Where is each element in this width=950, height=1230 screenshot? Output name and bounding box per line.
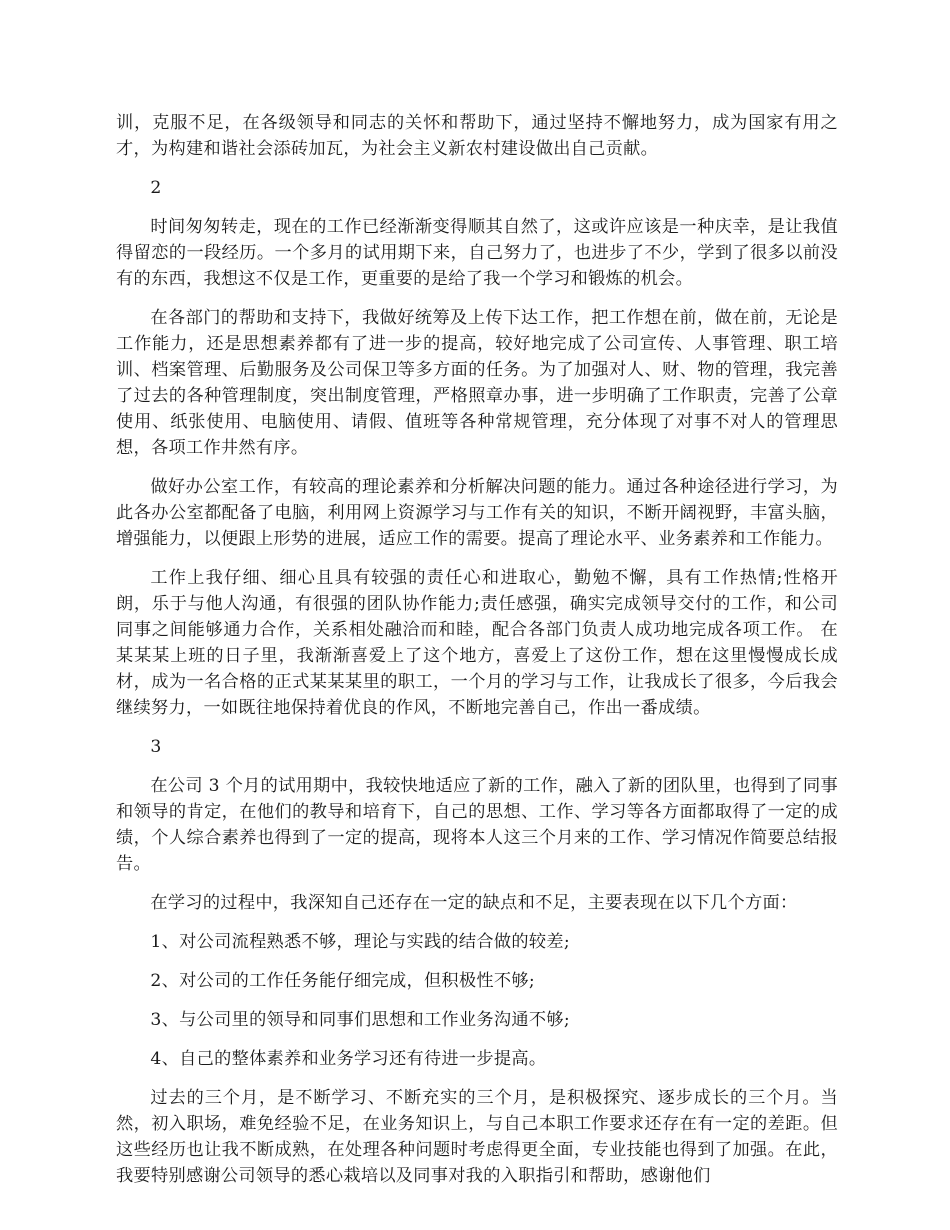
list-item: 1、对公司流程熟悉不够，理论与实践的结合做的较差;: [150, 932, 570, 952]
section-number-2: 2: [150, 178, 162, 198]
paragraph: 在学习的过程中，我深知自己还存在一定的缺点和不足，主要表现在以下几个方面：: [150, 893, 798, 913]
paragraph: 做好办公室工作，有较高的理论素养和分析解决问题的能力。通过各种途径进行学习，为此各办公室都配备了电脑，利用网上资源学习与工作有关的知识，不断开阔视野，丰富头脑，增强能力，以便跟上形势的进展，适应工作的需要。提高了理论水平、业务素养和工作能力。: [116, 477, 838, 549]
list-item: 3、与公司里的领导和同事们思想和工作业务沟通不够;: [150, 1010, 570, 1030]
paragraph-continuation: 训，克服不足，在各级领导和同志的关怀和帮助下，通过坚持不懈地努力，成为国家有用之才，为构建和谐社会添砖加瓦，为社会主义新农村建设做出自己贡献。: [116, 113, 838, 159]
document-body: [116, 110, 838, 1202]
list-item: 2、对公司的工作任务能仔细完成，但积极性不够;: [150, 971, 535, 991]
paragraph: 工作上我仔细、细心且具有较强的责任心和进取心，勤勉不懈，具有工作热情;性格开朗，乐于与他人沟通，有很强的团队协作能力;责任感强，确实完成领导交付的工作，和公司同事之间能够通力合作，关系相处融洽而和睦，配合各部门负责人成功地完成各项工作。 在某某某上班的日子里，我渐渐喜爱上了这个地方，喜爱上了这份工作，想在这里慢慢成长成材，成为一名合格的正式某某某里的职工，一个月的学习与工作，让我成长了很多，今后我会继续努力，一如既往地保持着优良的作风，不断地完善自己，作出一番成绩。: [116, 568, 838, 718]
section-number-3: 3: [150, 737, 162, 757]
paragraph: 时间匆匆转走，现在的工作已经渐渐变得顺其自然了，这或许应该是一种庆幸，是让我值得留恋的一段经历。一个多月的试用期下来，自己努力了，也进步了不少，学到了很多以前没有的东西，我想这不仅是工作，更重要的是给了我一个学习和锻炼的机会。: [116, 217, 838, 289]
paragraph: 过去的三个月，是不断学习、不断充实的三个月，是积极探究、逐步成长的三个月。当然，初入职场，难免经验不足，在业务知识上，与自己本职工作要求还存在有一定的差距。但这些经历也让我不断成熟，在处理各种问题时考虑得更全面，专业技能也得到了加强。在此，我要特别感谢公司领导的悉心栽培以及同事对我的入职指引和帮助，感谢他们: [116, 1088, 838, 1186]
paragraph: 在各部门的帮助和支持下，我做好统筹及上传下达工作，把工作想在前，做在前，无论是工作能力，还是思想素养都有了进一步的提高，较好地完成了公司宣传、人事管理、职工培训、档案管理、后勤服务及公司保卫等多方面的任务。为了加强对人、财、物的管理，我完善了过去的各种管理制度，突出制度管理，严格照章办事，进一步明确了工作职责，完善了公章使用、纸张使用、电脑使用、请假、值班等各种常规管理，充分体现了对事不对人的管理思想，各项工作井然有序。: [116, 308, 838, 458]
list-item: 4、自己的整体素养和业务学习还有待进一步提高。: [150, 1049, 547, 1069]
paragraph: 在公司 3 个月的试用期中，我较快地适应了新的工作，融入了新的团队里，也得到了同事和领导的肯定，在他们的教导和培育下，自己的思想、工作、学习等各方面都取得了一定的成绩，个人综合素养也得到了一定的提高，现将本人这三个月来的工作、学习情况作简要总结报告。: [116, 776, 838, 874]
